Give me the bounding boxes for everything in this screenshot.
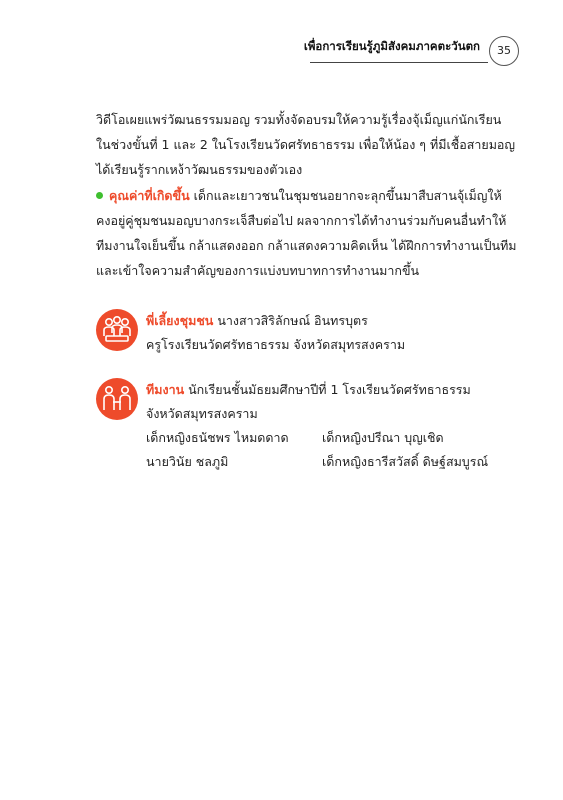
mentor-name: นางสาวสิริลักษณ์ อินทรบุตร — [217, 313, 368, 328]
benefit-line: และเข้าใจความสำคัญของการแบ่งบทบาทการทำงานมากขึ้น — [96, 263, 420, 278]
intro-line: วิดีโอเผยแพร่วัฒนธรรมมอญ รวมทั้งจัดอบรมให้ความรู้เรื่องจุ้เม็ญแก่นักเรียน — [96, 112, 502, 127]
benefit-paragraph — [96, 183, 516, 283]
running-header: เพื่อการเรียนรู้ภูมิสังคมภาคตะวันตก — [303, 39, 480, 53]
intro-line: ได้เรียนรู้รากเหง้าวัฒนธรรมของตัวเอง — [96, 162, 303, 177]
mentor-position: ครูโรงเรียนวัดศรัทธาธรรม จังหวัดสมุทรสงคราม — [146, 337, 406, 352]
team-member: เด็กหญิงธารีสวัสดิ์ ดิษฐ์สมบูรณ์ — [322, 454, 489, 469]
benefit-line: คงอยู่คู่ชุมชนมอญบางกระเจ็สืบต่อไป ผลจากการได้ทำงานร่วมกับคนอื่นทำให้ — [96, 213, 507, 228]
team-block — [146, 378, 512, 474]
team-member-list — [146, 426, 512, 474]
benefit-heading: คุณค่าที่เกิดขึ้น — [109, 188, 190, 203]
mentor-line-1 — [146, 309, 405, 333]
benefit-line: ทีมงานใจเย็นขึ้น กล้าแสดงออก กล้าแสดงความคิดเห็น ได้ฝึกการทำงานเป็นทีม — [96, 238, 517, 253]
benefit-first-line — [96, 183, 516, 208]
team-member: เด็กหญิงธนัชพร ไหมดดาด — [146, 430, 289, 445]
header-rule — [310, 62, 488, 63]
team-member: นายวินัย ชลภูมิ — [146, 454, 229, 469]
mentor-label: พี่เลี้ยงชุมชน — [146, 313, 214, 328]
mentor-block — [146, 309, 405, 357]
bullet-dot-icon — [96, 192, 103, 199]
community-mentor-icon — [96, 309, 138, 351]
intro-paragraph — [96, 107, 516, 182]
team-line-1 — [146, 378, 512, 402]
team-province: จังหวัดสมุทรสงคราม — [146, 406, 258, 421]
benefit-line: เด็กและเยาวชนในชุมชนอยากจะลุกขึ้นมาสืบสานจุ้เม็ญให้ — [193, 188, 502, 203]
page-number: 35 — [489, 36, 519, 66]
team-description: นักเรียนชั้นมัธยมศึกษาปีที่ 1 โรงเรียนวัดศรัทธาธรรม — [188, 382, 471, 397]
team-member: เด็กหญิงปรีณา บุญเชิด — [322, 430, 444, 445]
team-label: ทีมงาน — [146, 382, 185, 397]
intro-line: ในช่วงขั้นที่ 1 และ 2 ในโรงเรียนวัดศรัทธาธรรม เพื่อให้น้อง ๆ ที่มีเชื้อสายมอญ — [96, 137, 516, 152]
team-icon — [96, 378, 138, 420]
